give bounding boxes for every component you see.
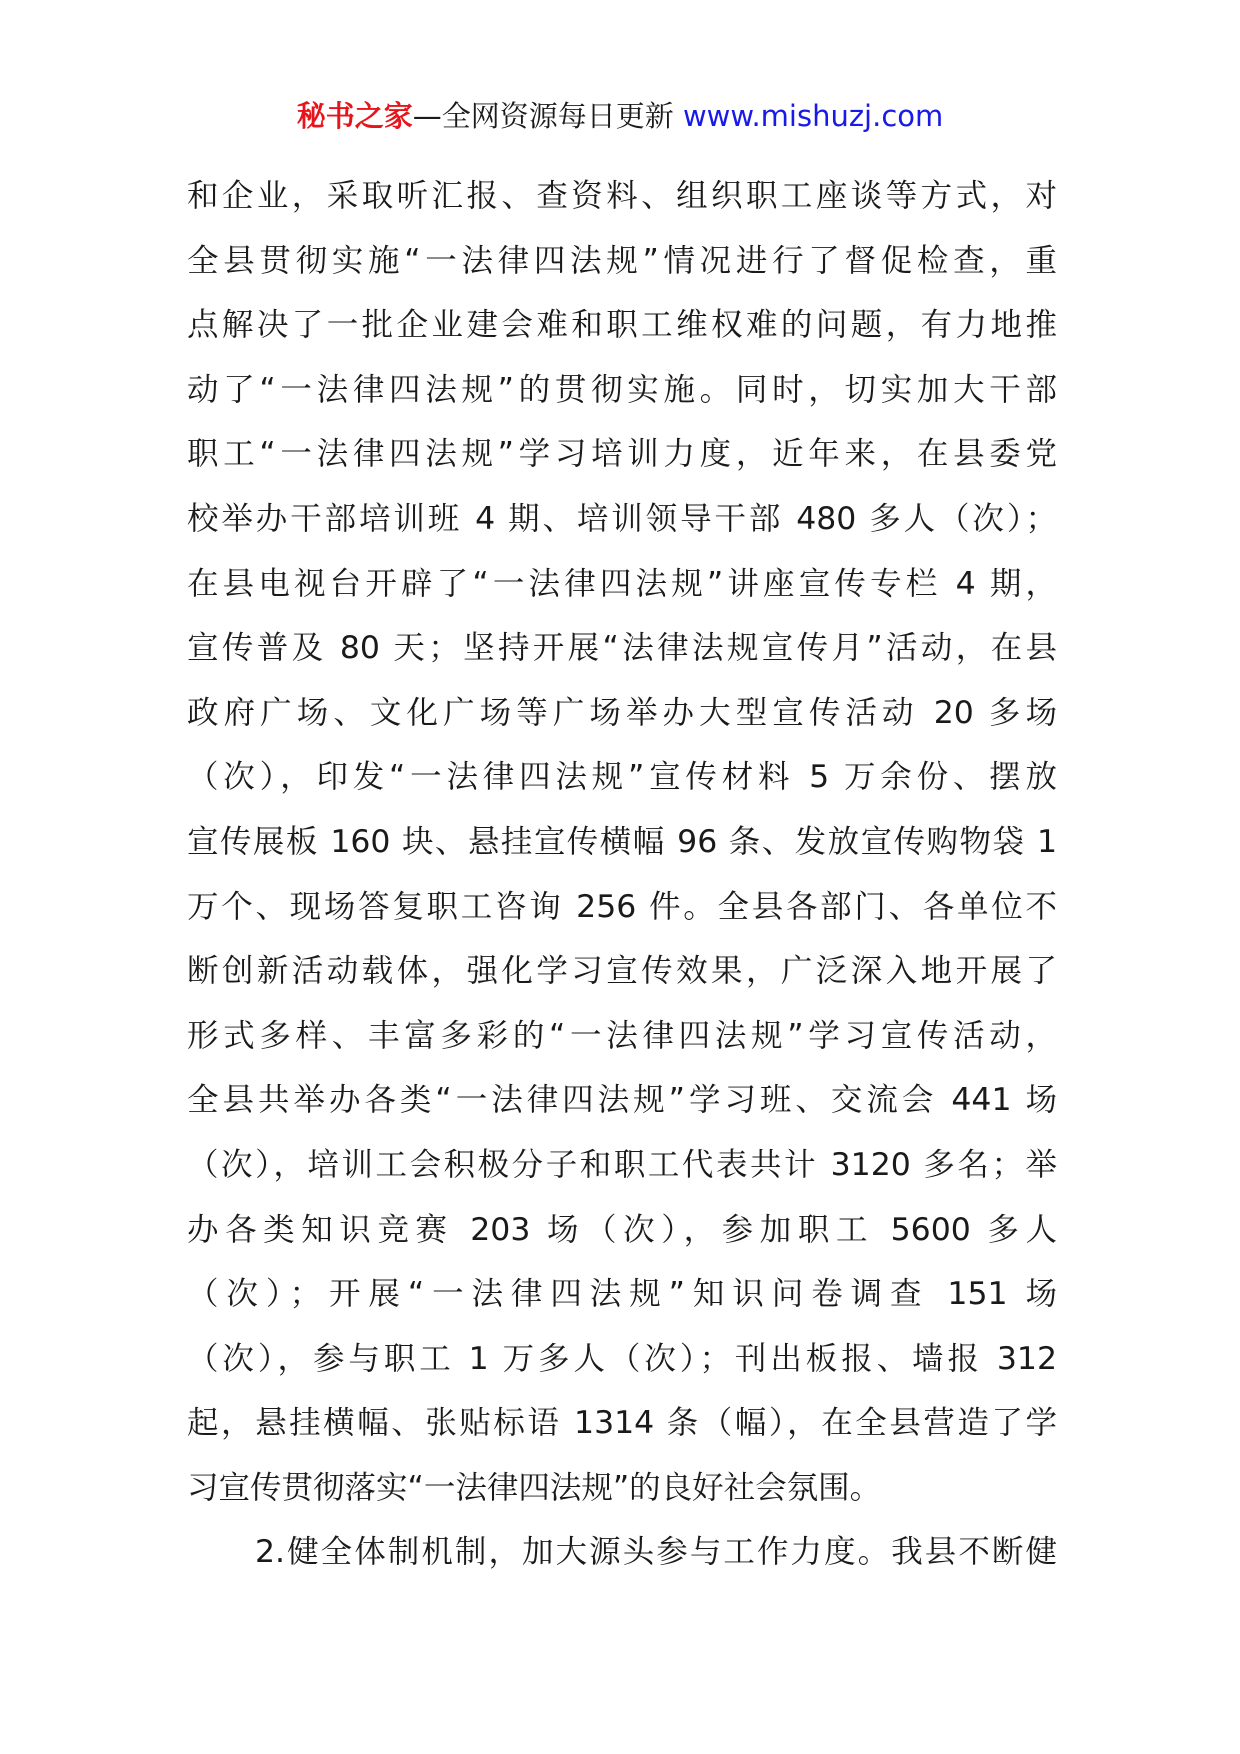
section-heading-line: 2.健全体制机制，加大源头参与工作力度。我县不断健 — [255, 1534, 1057, 1571]
site-tagline: —全网资源每日更新 — [412, 99, 683, 133]
text-line: 校举办干部培训班 4 期、培训领导干部 480 多人（次）； — [187, 500, 1057, 537]
text-line: 起，悬挂横幅、张贴标语 1314 条（幅），在全县营造了学 — [187, 1405, 1057, 1442]
text-line: 办各类知识竞赛 203 场（次），参加职工 5600 多人 — [187, 1211, 1057, 1248]
text-line: 在县电视台开辟了“一法律四法规”讲座宣传专栏 4 期， — [187, 565, 1057, 602]
site-url-link[interactable]: www.mishuzj.com — [682, 99, 944, 133]
text-line: （次），印发“一法律四法规”宣传材料 5 万余份、摆放 — [187, 759, 1057, 796]
text-line: 政府广场、文化广场等广场举办大型宣传活动 20 多场 — [187, 694, 1057, 731]
site-brand: 秘书之家 — [296, 99, 413, 133]
text-line: 形式多样、丰富多彩的“一法律四法规”学习宣传活动， — [187, 1017, 1057, 1054]
text-line: 和企业，采取听汇报、查资料、组织职工座谈等方式，对 — [187, 178, 1057, 214]
text-line: 宣传普及 80 天；坚持开展“法律法规宣传月”活动，在县 — [187, 630, 1057, 667]
text-line: 断创新活动载体，强化学习宣传效果，广泛深入地开展了 — [187, 953, 1057, 990]
text-line: （次）；开展“一法律四法规”知识问卷调查 151 场 — [187, 1276, 1057, 1313]
text-line: 全县共举办各类“一法律四法规”学习班、交流会 441 场 — [187, 1082, 1057, 1119]
text-line: （次），培训工会积极分子和职工代表共计 3120 多名；举 — [187, 1146, 1057, 1183]
text-line: 点解决了一批企业建会难和职工维权难的问题，有力地推 — [187, 307, 1057, 344]
text-line: 职工“一法律四法规”学习培训力度，近年来，在县委党 — [187, 436, 1057, 473]
text-line: 动了“一法律四法规”的贯彻实施。同时，切实加大干部 — [187, 371, 1057, 408]
text-line: （次），参与职工 1 万多人（次）；刊出板报、墙报 312 — [187, 1340, 1057, 1377]
site-header — [0, 96, 1240, 136]
text-line: 宣传展板 160 块、悬挂宣传横幅 96 条、发放宣传购物袋 1 — [187, 823, 1057, 860]
paragraph-end-line: 习宣传贯彻落实“一法律四法规”的良好社会氛围。 — [187, 1469, 882, 1506]
text-line: 万个、现场答复职工咨询 256 件。全县各部门、各单位不 — [187, 888, 1057, 925]
document-body — [187, 164, 1057, 1585]
text-line: 全县贯彻实施“一法律四法规”情况进行了督促检查，重 — [187, 242, 1057, 279]
